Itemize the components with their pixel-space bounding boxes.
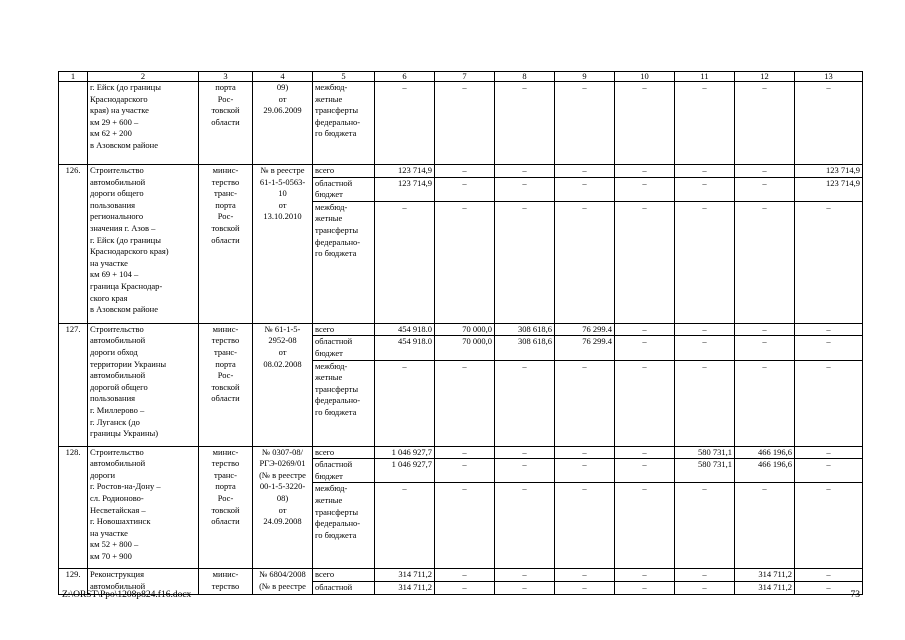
amount-cell: – <box>675 336 735 360</box>
funding-source: межбюд- жетные трансферты федерально- го бюджета <box>313 82 375 165</box>
object-name: Строительство автомобильной дороги обход территории Украины автомобильной дорогой общего пользования г. Миллерово – г. Луганск (до границы Украины) <box>88 323 199 446</box>
document-reference: № 6804/2008 (№ в реестре <box>253 569 313 594</box>
funding-source: областной бюджет <box>313 177 375 201</box>
table-row <box>59 569 863 582</box>
amount-cell: 314 711,2 <box>735 581 795 594</box>
amount-cell: – <box>675 177 735 201</box>
table-body <box>59 72 863 595</box>
amount-cell: – <box>615 201 675 323</box>
amount-cell: – <box>615 82 675 165</box>
column-header: 2 <box>88 72 199 82</box>
amount-cell: – <box>675 82 735 165</box>
row-number: 128. <box>59 446 88 569</box>
amount-cell: – <box>555 165 615 178</box>
amount-cell: – <box>555 569 615 582</box>
document-reference: 09) от 29.06.2009 <box>253 82 313 165</box>
amount-cell: – <box>675 201 735 323</box>
column-header: 11 <box>675 72 735 82</box>
amount-cell: – <box>435 459 495 483</box>
amount-cell: – <box>555 360 615 446</box>
funding-source: областной бюджет <box>313 336 375 360</box>
amount-cell: – <box>795 581 863 594</box>
amount-cell: 1 046 927,7 <box>375 446 435 459</box>
funding-source: всего <box>313 165 375 178</box>
amount-cell: – <box>495 446 555 459</box>
amount-cell: – <box>435 581 495 594</box>
funding-source: областной бюджет <box>313 459 375 483</box>
amount-cell: – <box>795 569 863 582</box>
document-reference: № 61-1-5- 2952-08 от 08.02.2008 <box>253 323 313 446</box>
row-number: 127. <box>59 323 88 446</box>
amount-cell: – <box>555 201 615 323</box>
amount-cell: – <box>555 459 615 483</box>
amount-cell: – <box>735 323 795 336</box>
amount-cell: – <box>495 165 555 178</box>
amount-cell: – <box>675 165 735 178</box>
footer-file-path: Z:\ORST\Ppo\1208p824.f16.docx <box>62 590 192 600</box>
column-header: 1 <box>59 72 88 82</box>
amount-cell: – <box>735 165 795 178</box>
amount-cell: – <box>675 483 735 569</box>
column-header: 8 <box>495 72 555 82</box>
amount-cell: – <box>615 483 675 569</box>
amount-cell: – <box>735 82 795 165</box>
amount-cell: – <box>795 483 863 569</box>
amount-cell: – <box>615 336 675 360</box>
amount-cell: – <box>495 201 555 323</box>
column-header: 3 <box>199 72 253 82</box>
amount-cell: – <box>795 82 863 165</box>
amount-cell: – <box>615 360 675 446</box>
amount-cell: – <box>615 569 675 582</box>
page-number: 73 <box>850 590 860 600</box>
amount-cell: – <box>795 336 863 360</box>
amount-cell: – <box>435 165 495 178</box>
amount-cell: – <box>435 446 495 459</box>
amount-cell: – <box>435 483 495 569</box>
amount-cell: 76 299.4 <box>555 323 615 336</box>
table-row <box>59 165 863 178</box>
amount-cell: – <box>735 201 795 323</box>
amount-cell: – <box>375 201 435 323</box>
column-header: 13 <box>795 72 863 82</box>
column-header: 4 <box>253 72 313 82</box>
amount-cell: 123 714,9 <box>375 165 435 178</box>
amount-cell: 580 731,1 <box>675 446 735 459</box>
amount-cell: – <box>435 569 495 582</box>
amount-cell: – <box>375 360 435 446</box>
amount-cell: 123 714,9 <box>375 177 435 201</box>
amount-cell: 580 731,1 <box>675 459 735 483</box>
amount-cell: – <box>675 569 735 582</box>
header-row <box>59 72 863 82</box>
amount-cell: 123 714,9 <box>795 165 863 178</box>
funding-source: всего <box>313 323 375 336</box>
funding-source: межбюд- жетные трансферты федерально- го бюджета <box>313 201 375 323</box>
amount-cell: – <box>735 336 795 360</box>
column-header: 6 <box>375 72 435 82</box>
document-reference: № 0307-08/ РГЭ-0269/01 (№ в реестре 00-1-5-3220- 08) от 24.09.2008 <box>253 446 313 569</box>
amount-cell: – <box>495 360 555 446</box>
table-row <box>59 323 863 336</box>
amount-cell: 76 299.4 <box>555 336 615 360</box>
funding-source: межбюд- жетные трансферты федерально- го бюджета <box>313 360 375 446</box>
amount-cell: 123 714,9 <box>795 177 863 201</box>
column-header: 7 <box>435 72 495 82</box>
column-header: 12 <box>735 72 795 82</box>
row-number <box>59 82 88 165</box>
amount-cell: 70 000,0 <box>435 323 495 336</box>
amount-cell: – <box>795 323 863 336</box>
amount-cell: – <box>435 360 495 446</box>
amount-cell: – <box>675 581 735 594</box>
amount-cell: – <box>495 483 555 569</box>
amount-cell: – <box>615 177 675 201</box>
amount-cell: – <box>555 446 615 459</box>
customer: порта Рос- товской области <box>199 82 253 165</box>
amount-cell: – <box>555 82 615 165</box>
row-number: 126. <box>59 165 88 324</box>
amount-cell: 314 711,2 <box>375 569 435 582</box>
amount-cell: – <box>555 483 615 569</box>
table-row <box>59 82 863 165</box>
amount-cell: – <box>495 569 555 582</box>
amount-cell: – <box>555 581 615 594</box>
object-name: Реконструкция автомобильной <box>88 569 199 594</box>
amount-cell: – <box>795 459 863 483</box>
amount-cell: 314 711,2 <box>735 569 795 582</box>
amount-cell: 466 196,6 <box>735 446 795 459</box>
amount-cell: 454 918.0 <box>375 336 435 360</box>
amount-cell: – <box>615 581 675 594</box>
amount-cell: – <box>735 483 795 569</box>
customer: минис- терство <box>199 569 253 594</box>
amount-cell: – <box>375 483 435 569</box>
amount-cell: – <box>795 446 863 459</box>
funding-source: всего <box>313 569 375 582</box>
customer: минис- терство транс- порта Рос- товской области <box>199 446 253 569</box>
amount-cell: – <box>555 177 615 201</box>
amount-cell: – <box>795 360 863 446</box>
amount-cell: 308 618,6 <box>495 323 555 336</box>
amount-cell: – <box>375 82 435 165</box>
column-header: 5 <box>313 72 375 82</box>
amount-cell: – <box>735 177 795 201</box>
table-row <box>59 446 863 459</box>
amount-cell: – <box>435 201 495 323</box>
amount-cell: 454 918.0 <box>375 323 435 336</box>
object-name: Строительство автомобильной дороги г. Ростов-на-Дону – сл. Родионово- Несветайская – г. Новошахтинск на участке км 52 + 800 – км 70 + 900 <box>88 446 199 569</box>
amount-cell: – <box>615 446 675 459</box>
object-name: Строительство автомобильной дороги общего пользования регионального значения г. Азов – г. Ейск (до границы Краснодарского края) на участке км 69 + 104 – граница Краснодар- ского края в Азовском районе <box>88 165 199 324</box>
customer: минис- терство транс- порта Рос- товской области <box>199 165 253 324</box>
amount-cell: 466 196,6 <box>735 459 795 483</box>
amount-cell: – <box>795 201 863 323</box>
amount-cell: – <box>495 581 555 594</box>
column-header: 10 <box>615 72 675 82</box>
amount-cell: – <box>495 82 555 165</box>
funding-source: всего <box>313 446 375 459</box>
document-reference: № в реестре 61-1-5-0563- 10 от 13.10.2010 <box>253 165 313 324</box>
amount-cell: 1 046 927,7 <box>375 459 435 483</box>
amount-cell: 314 711,2 <box>375 581 435 594</box>
amount-cell: – <box>735 360 795 446</box>
amount-cell: – <box>435 177 495 201</box>
amount-cell: – <box>615 165 675 178</box>
amount-cell: – <box>615 323 675 336</box>
amount-cell: – <box>495 459 555 483</box>
amount-cell: – <box>675 323 735 336</box>
row-number: 129. <box>59 569 88 594</box>
column-header: 9 <box>555 72 615 82</box>
funding-source: областной <box>313 581 375 594</box>
object-name: г. Ейск (до границы Краснодарского края) на участке км 29 + 600 – км 62 + 200 в Азовском районе <box>88 82 199 165</box>
amount-cell: – <box>615 459 675 483</box>
customer: минис- терство транс- порта Рос- товской области <box>199 323 253 446</box>
amount-cell: – <box>495 177 555 201</box>
amount-cell: – <box>435 82 495 165</box>
amount-cell: 70 000,0 <box>435 336 495 360</box>
budget-table <box>58 71 863 595</box>
funding-source: межбюд- жетные трансферты федерально- го бюджета <box>313 483 375 569</box>
amount-cell: 308 618,6 <box>495 336 555 360</box>
amount-cell: – <box>675 360 735 446</box>
